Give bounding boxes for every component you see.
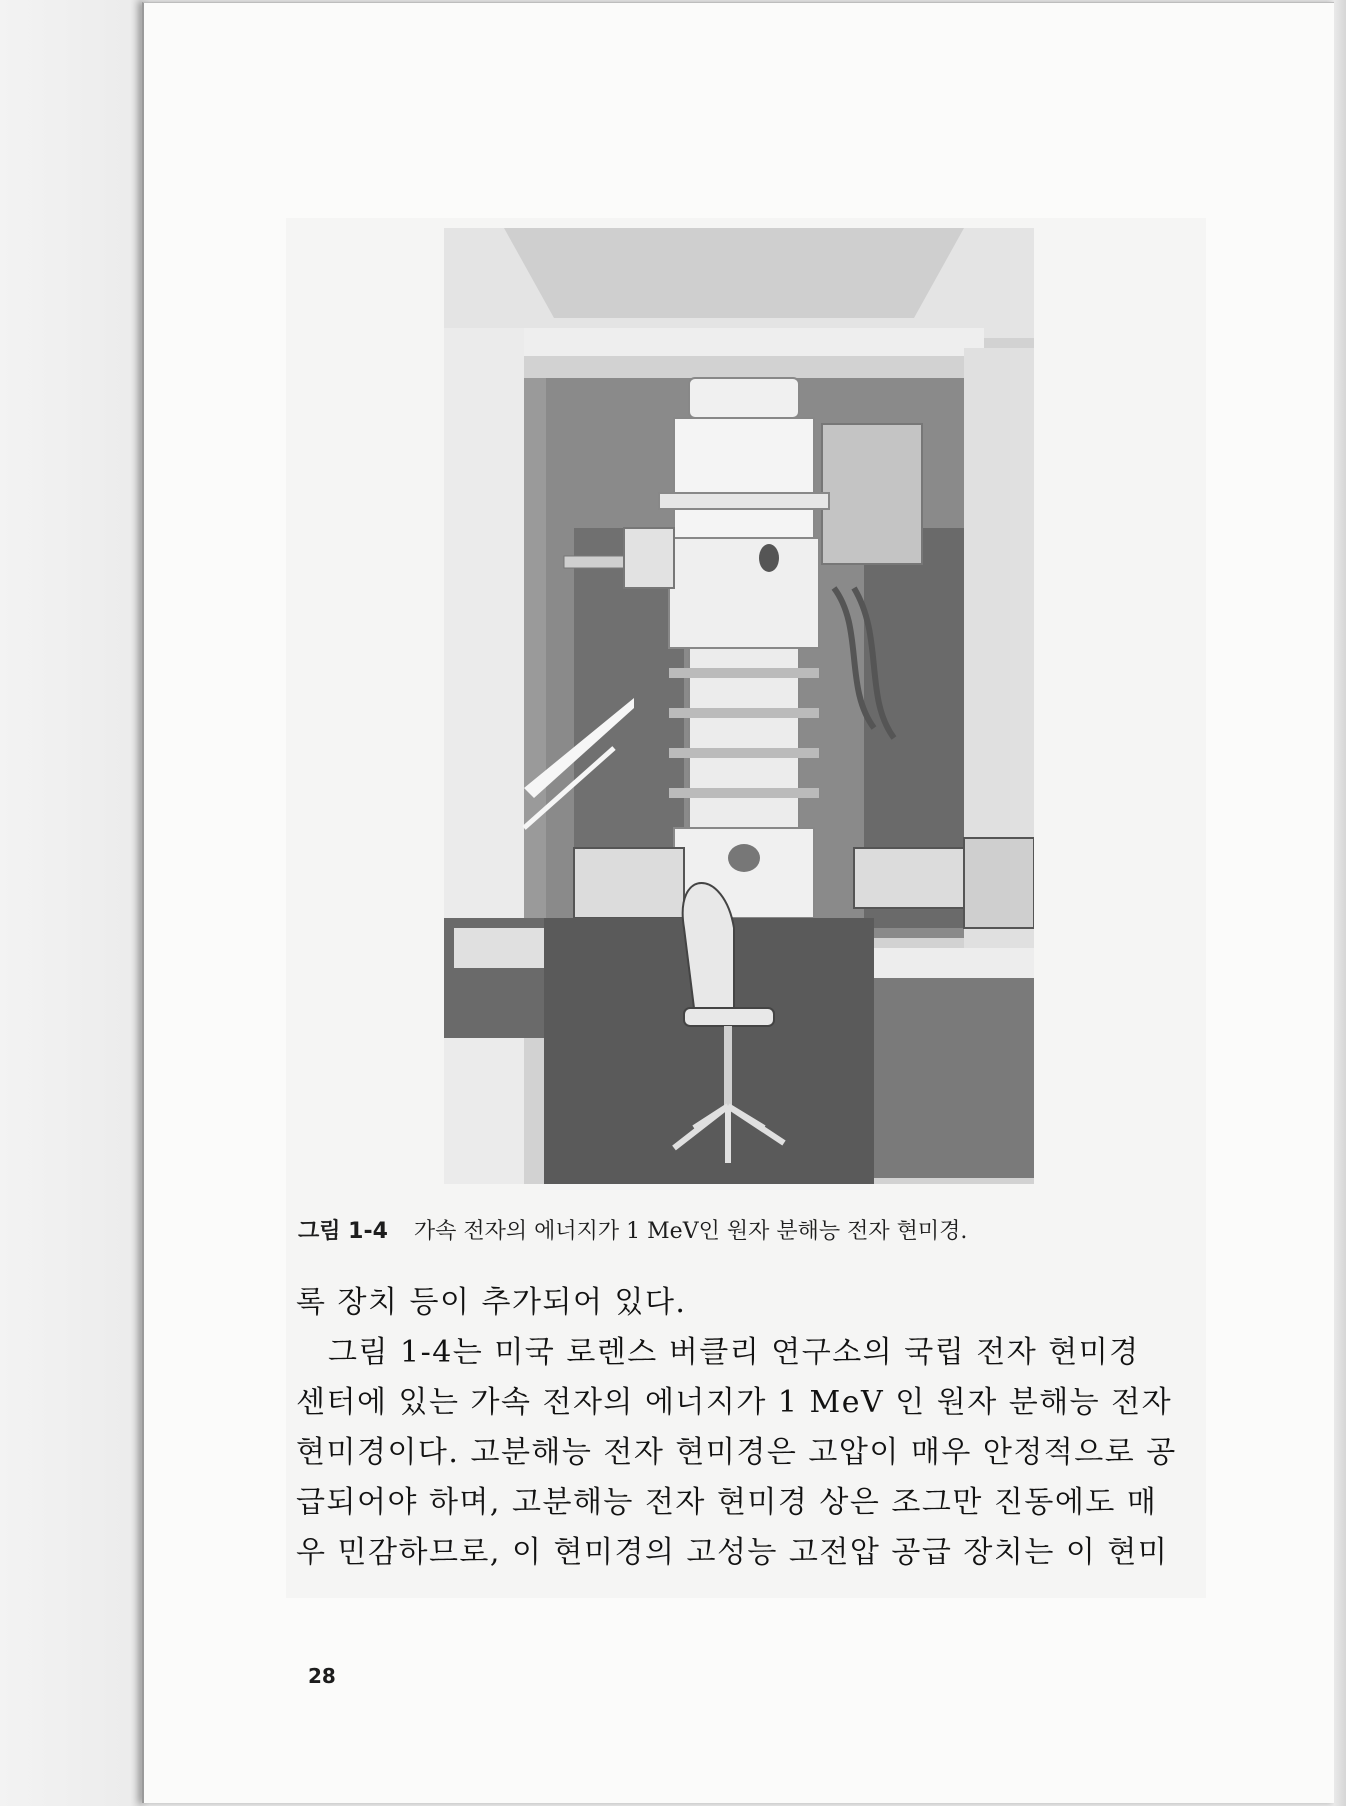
body-line: 록 장치 등이 추가되어 있다. bbox=[296, 1285, 687, 1320]
figure-caption-text: 가속 전자의 에너지가 1 MeV인 원자 분해능 전자 현미경. bbox=[413, 1219, 968, 1244]
body-line: 그림 1-4는 미국 로렌스 버클리 연구소의 국립 전자 현미경 bbox=[328, 1335, 1140, 1370]
body-text bbox=[296, 1278, 1200, 1578]
microscope-illustration bbox=[444, 228, 1034, 1184]
page-number: 28 bbox=[308, 1664, 336, 1688]
viewer-edge bbox=[1334, 0, 1346, 1806]
microscope-photo bbox=[444, 228, 1034, 1184]
body-line: 우 민감하므로, 이 현미경의 고성능 고전압 공급 장치는 이 현미 bbox=[296, 1535, 1169, 1570]
body-line: 급되어야 하며, 고분해능 전자 현미경 상은 조그만 진동에도 매 bbox=[296, 1485, 1158, 1520]
body-line: 센터에 있는 가속 전자의 에너지가 1 MeV 인 원자 분해능 전자 bbox=[296, 1385, 1173, 1420]
figure-caption bbox=[298, 1214, 1198, 1245]
body-line: 현미경이다. 고분해능 전자 현미경은 고압이 매우 안정적으로 공 bbox=[296, 1435, 1177, 1470]
figure-label: 그림 1-4 bbox=[298, 1219, 388, 1244]
